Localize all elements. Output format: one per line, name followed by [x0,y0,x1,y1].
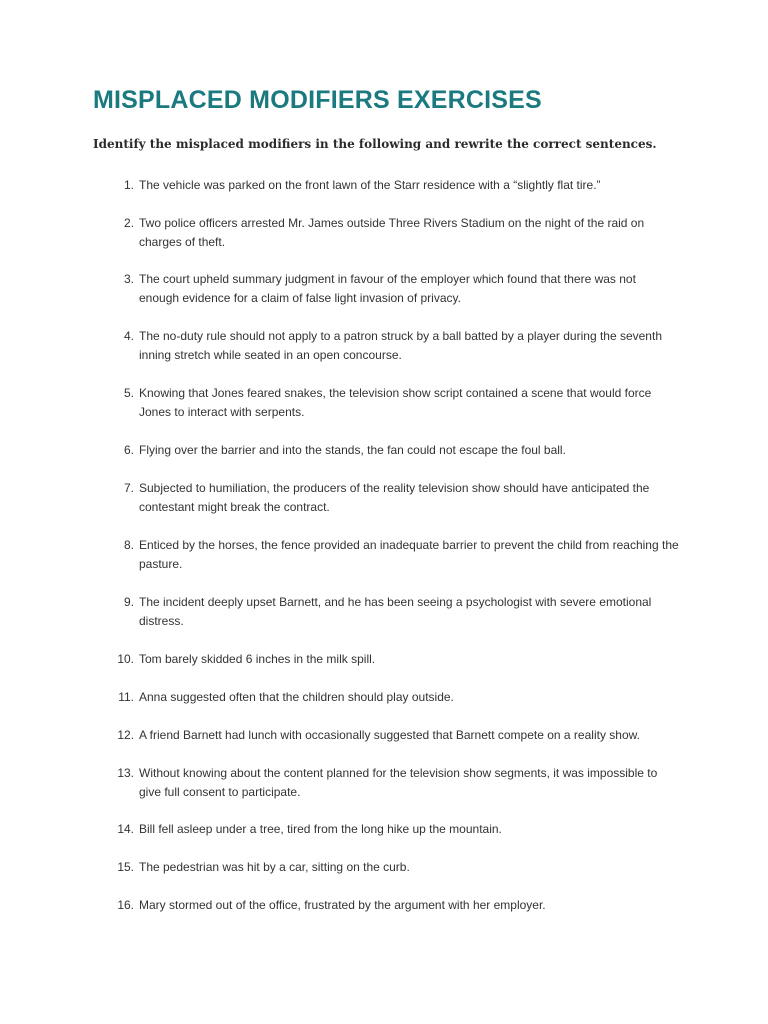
item-text: The pedestrian was hit by a car, sitting on the curb. [139,860,410,874]
item-number: 1. [123,178,134,192]
instructions: Identify the misplaced modifiers in the following and rewrite the correct sentences. [93,137,657,151]
page-title: MISPLACED MODIFIERS EXERCISES [93,86,542,114]
item-text: Subjected to humiliation, the producers of the reality television show should have anticipated the contestant might break the contract. [139,481,650,514]
item-text: Enticed by the horses, the fence provided an inadequate barrier to prevent the child from reaching the pasture. [139,538,679,571]
item-text: Anna suggested often that the children should play outside. [139,690,454,704]
item-text: The court upheld summary judgment in favour of the employer which found that there was not enough evidence for a claim of false light invasion of privacy. [139,272,636,305]
item-number: 11. [118,690,134,704]
item-number: 2. [123,216,134,230]
item-number: 3. [123,272,134,286]
item-number: 6. [123,443,134,457]
item-number: 13. [117,766,134,780]
item-number: 4. [123,329,134,343]
item-number: 7. [123,481,134,495]
item-text: The no-duty rule should not apply to a patron struck by a ball batted by a player during the seventh inning stretch while seated in an open concourse. [139,329,662,362]
item-text: Knowing that Jones feared snakes, the television show script contained a scene that would force Jones to interact with serpents. [139,386,652,419]
item-number: 9. [123,595,134,609]
item-text: A friend Barnett had lunch with occasionally suggested that Barnett compete on a reality show. [139,728,640,742]
item-number: 10. [117,652,134,666]
item-number: 15. [117,860,134,874]
item-text: Flying over the barrier and into the stands, the fan could not escape the foul ball. [139,443,566,457]
item-text: The incident deeply upset Barnett, and he has been seeing a psychologist with severe emotional distress. [139,595,652,628]
item-text: The vehicle was parked on the front lawn of the Starr residence with a “slightly flat tire.” [139,178,601,192]
item-text: Bill fell asleep under a tree, tired from the long hike up the mountain. [139,822,502,836]
item-number: 12. [117,728,134,742]
item-text: Mary stormed out of the office, frustrated by the argument with her employer. [139,898,546,912]
item-text: Tom barely skidded 6 inches in the milk spill. [139,652,376,666]
item-number: 8. [123,538,134,552]
item-text: Without knowing about the content planned for the television show segments, it was impossible to give full consent to participate. [139,766,658,799]
item-text: Two police officers arrested Mr. James outside Three Rivers Stadium on the night of the raid on charges of theft. [139,216,645,249]
item-number: 5. [123,386,134,400]
item-number: 14. [117,822,134,836]
item-number: 16. [117,898,134,912]
